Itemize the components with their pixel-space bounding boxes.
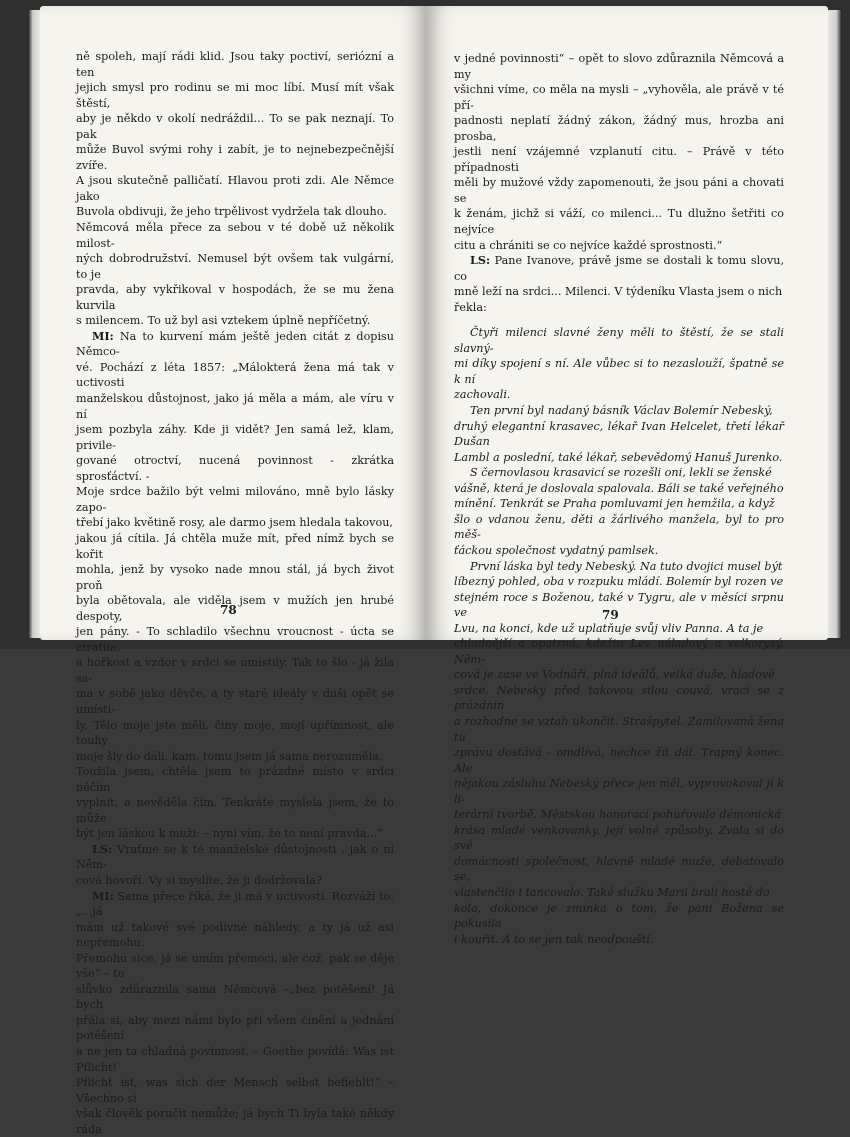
right-page — [426, 6, 828, 946]
page-edge-left — [28, 10, 40, 638]
dialogue-text: Pane Ivanove, právě jsme se dostali k tomu slovu, co mně leží na srdci... Milenci. V týdeníku Vlasta jsem o nich řekla: — [454, 254, 784, 314]
paragraph: ně spoleh, mají rádi klid. Jsou taky poctiví, seriózní a ten jejich smysl pro rodinu se mi moc líbí. Musí mít však štěstí, aby je někdo v okolí nedráždil... To se pak neznají. To pak může Buvol svými rohy i zabít, je to nejnebezpečnější zvíře. A jsou skutečně palličatí. Hlavou proti zdi. Ale Němce jako Buvola obdivuji, že jeho trpělivost vydržela tak dlouho. Němcová měla přece za sebou v té době už několik milost- ných dobrodružství. Nemusel být ovšem tak vulgární, to je pravda, aby vykřikoval v hospodách, že se mu žena kurvila s milencem. To už byl asi vztekem úplně nepříčetný. — [76, 50, 394, 328]
paragraph: v jedné povinnosti“ – opět to slovo zdůraznila Němcová a my všichni víme, co měla na mysli – „vyhověla, ale právě v té pří- padnosti neplatí žádný zákon, žádný mus, hrozba ani prosba, jestli není vzájemné vzplanutí citu. – Právě v této případnosti měli by mužové vždy zapomenouti, že jsou páni a chovati se k ženám, jichž si váží, co milenci... Tu dlužno šetřiti co nejvíce citu a chrániti se co nejvíce každé sprostnosti.“ — [454, 52, 784, 252]
speaker-label: MI: — [92, 888, 114, 903]
speaker-label: MI: — [92, 328, 114, 343]
dialogue-ls — [454, 253, 784, 315]
dialogue-text: Sama přece říká, že ji má v uctivosti. Rozváží to: „...já mám už takové své podivné náhledy, a ty já už asi nepřemohu. Přemohu sice, já se umím přemoci, ale což, pak se děje vše“ – to slůvko zdůraznila sama Němcová –„bez potěšení! Já bych přála si, aby mezi námi bylo při všem činění a jednání potěšení a ne jen ta chladná povinnost. – Goethe povídá: Was ist Pflicht! Pflicht ist, was sich der Mensch selbst befiehlt!“ – Všechno si však člověk poručit nemůže; já bych Ti byla také někdy ráda — [76, 889, 394, 1136]
page-edge-right — [828, 10, 842, 638]
dialogue-text: Na to kurvení mám ještě jeden citát z dopisu Němco- vé. Pochází z léta 1857: „Málokterá žena má tak v uctivosti manželskou důstojnost, jako já měla a mám, ale víru v ní jsem pozbyla záhy. Kde ji vidět? Jen samá lež, klam, privile- gované otroctví, nucená povinnost - zkrátka sprosťáctví. - Moje srdce bažilo být velmi milováno, mně bylo lásky zapo- třebí jako květině rosy, ale darmo jsem hledala takovou, jakou já cítila. Já chtěla muže mít, před nímž bych se kořit mohla, jenž by vysoko nade mnou stál, já bych život proň byla obětovala, ale viděla jsem v mužích jen hrubé despoty, jen pány. - To schladilo všechnu vroucnost - úcta se ztratila, a hořkost a vzdor v srdci se umístily. Tak to šlo - já žila sa- ma v sobě jako děvče, a ty staré ideály v duši opět se umísti- ly. Tělo moje jste měli, činy moje, mojí upřímnost, ale touhy moje šly do dáli, kam, tomu jsem já sama nerozuměla. Toužila jsem, chtěla jsem to prázdné místo v srdci něčím vyplnit, a nevěděla čím. Tenkráte myslela jsem, že to může být jen láskou k muži: – nyní vím, že to není pravda...“ — [76, 329, 394, 841]
page-number: 79 — [602, 608, 619, 622]
right-page-text — [454, 51, 784, 947]
quote-paragraph: Ten první byl nadaný básník Václav Bolemír Nebeský, druhý elegantní krasavec, lékař Ivan Helcelet, třetí lékař Dušan Lambl a poslední, také lékař, sebevědomý Hanuš Jurenko. — [454, 404, 784, 464]
dialogue-ls-1 — [76, 842, 394, 889]
speaker-label: LS: — [92, 841, 113, 856]
quote-paragraph: Čtyři milenci slavné ženy měli to štěstí, že se stali slavný- mi díky spojení s ní. Ale vůbec si to nezaslouží, špatně se k ní zachovali. — [454, 326, 784, 402]
left-page-text — [76, 49, 394, 1137]
dialogue-mi-2 — [76, 889, 394, 1137]
page-number: 78 — [220, 603, 237, 617]
speaker-label: LS: — [470, 253, 491, 268]
quote-paragraph: S černovlasou krasavicí se rozešli oni, lekli se ženské vášně, která je doslovala spalovala. Báli se také veřejného mínění. Tenkrát se Praha pomluvami jen hemžila, a když šlo o vdanou ženu, děti a žárlivého manžela, byl to pro měš- ťáckou společnost vydatný pamlsek. — [454, 466, 784, 557]
dialogue-text: Vraťme se k té manželské důstojnosti , jak o ní Něm- cová hovoří. Vy si myslíte, že ji dodržovala? — [76, 842, 394, 887]
quote-paragraph: První láska byl tedy Nebeský. Na tuto dvojici musel být líbezný pohled, oba v rozpuku mládí. Bolemír byl rozen ve stejném roce s Boženou, také v Tygru, ale v měsíci srpnu ve Lvu, na konci, kde už uplatňuje svůj vliv Panna. A ta je chladnější a opatrná, kdežto Lev náladový a velkorysý. Něm- cová je zase ve Vodnáři, plná ideálů, velká duše, hladové srdce. Nebeský před takovou silou couvá, vrací se z prázdnin a rozhodne se vztah ukončit. Strašpytel. Zamilovaná žena tu zprávu dostává - omdlívá, nechce žít dál. Trapný konec. Ale nějakou zásluhu Nebeský přece jen měl, vyprovokoval ji k li- terární tvorbě. Městskou honoraci pohuřovala démonická krása mladé venkovanky, její volné způsoby. Zvala si do své domácnosti společnost, hlavně mladé muže, debatovalo se, vlastenčilo i tancovalo. Také služku Marii brali hosté do kola, dokonce je zmínka o tom, že paní Božena se pokusila i kouřit. A to se jen tak neodpouští. — [454, 559, 784, 946]
dialogue-mi-1 — [76, 329, 394, 842]
spacer — [454, 315, 784, 325]
left-page — [40, 6, 426, 1136]
